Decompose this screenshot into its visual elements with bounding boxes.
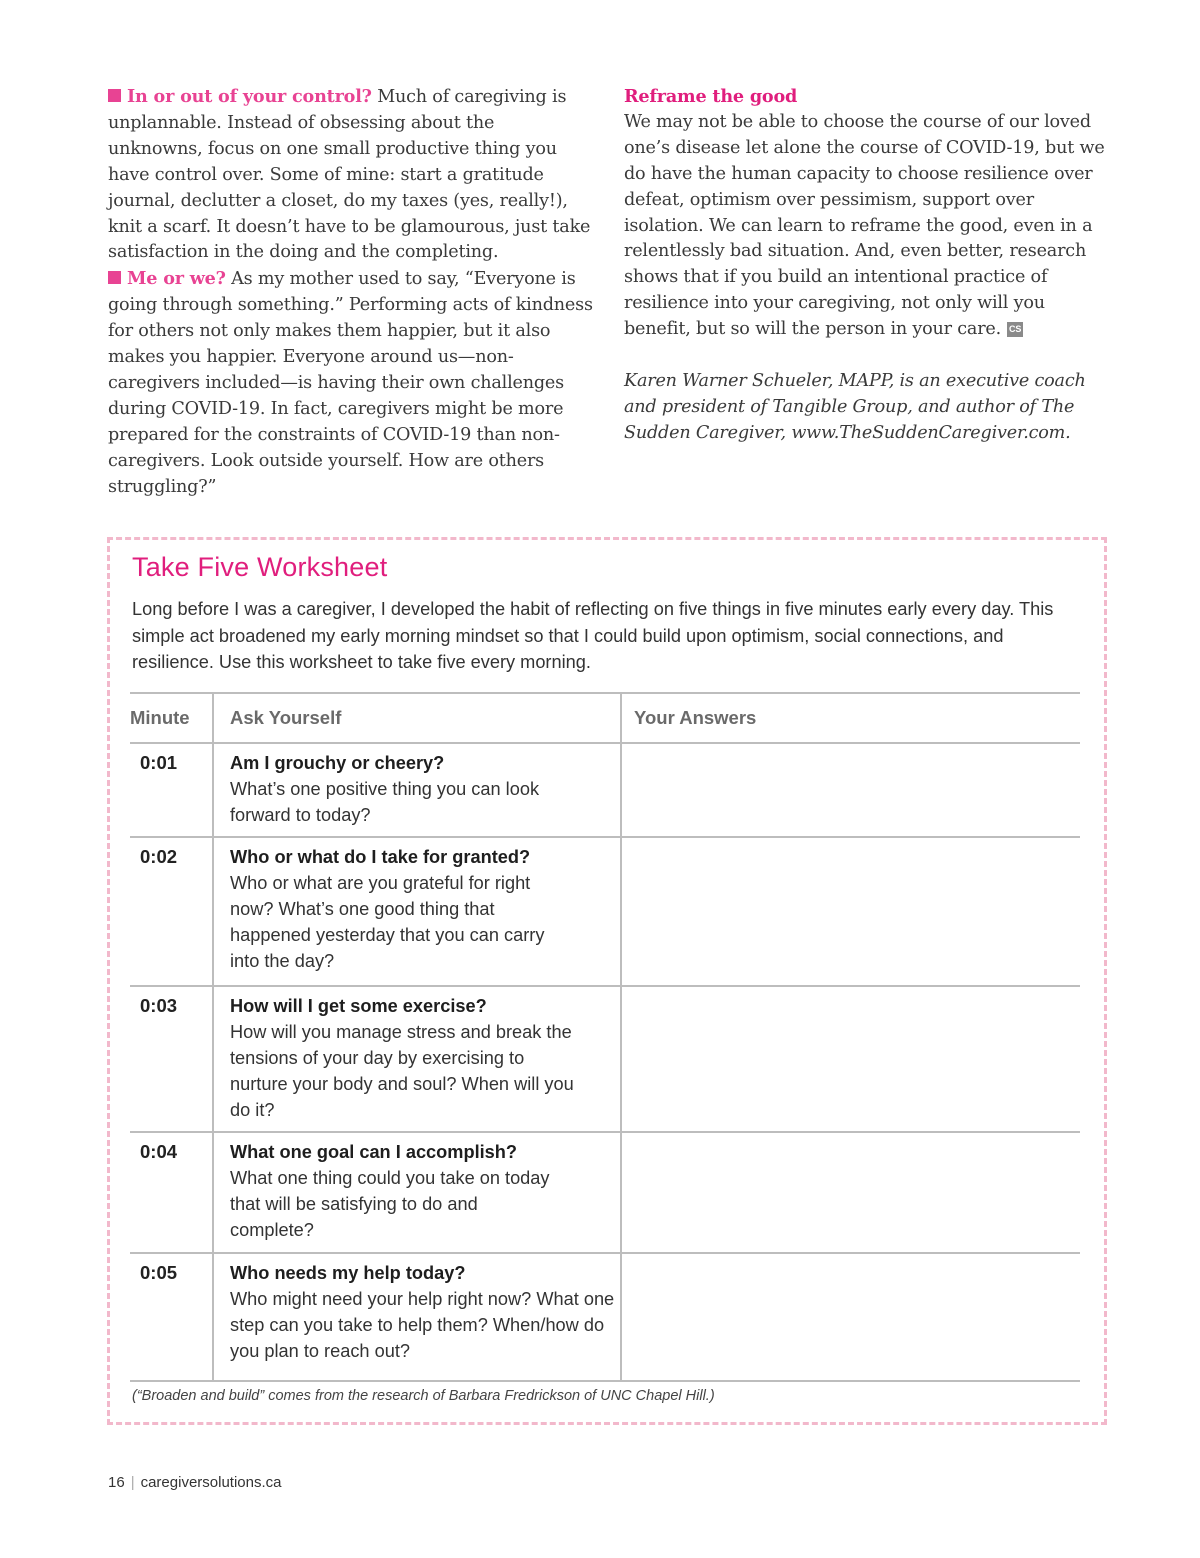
minute-cell: 0:04	[140, 1141, 178, 1162]
table-row	[130, 1132, 1080, 1253]
author-bio: Karen Warner Schueler, MAPP, is an executive coach and president of Tangible Group, and author of The Sudden Caregiver, www.TheSuddenCaregiver.com.	[624, 371, 1086, 443]
paragraph-reframe	[624, 110, 1114, 343]
table-row	[130, 986, 1080, 1132]
column-header-minute: Minute	[130, 707, 190, 728]
question-heading: Who needs my help today?	[230, 1263, 466, 1283]
worksheet-table	[130, 692, 1080, 1382]
minute-cell: 0:02	[140, 846, 178, 867]
paragraph-text: As my mother used to say, “Everyone is going through something.” Performing acts of kindness for others not only makes them happier, but it also makes you happier. Everyone around us—non-caregivers included—is having their own challenges during COVID-19. In fact, caregivers might be more prepared for the constraints of COVID-19 than non-caregivers. Look outside yourself. How are others struggling?”	[108, 269, 593, 497]
minute-cell: 0:03	[140, 995, 178, 1016]
table-row	[130, 837, 1080, 986]
question-heading: Who or what do I take for granted?	[230, 847, 531, 867]
right-column	[624, 84, 1114, 447]
footer-site-link[interactable]: caregiversolutions.ca	[140, 1474, 282, 1491]
minute-cell: 0:05	[140, 1262, 178, 1283]
question-prompt: Who might need your help right now? What one step can you take to help them? When/how do you plan to reach out?	[230, 1289, 615, 1361]
table-row	[130, 1253, 1080, 1381]
paragraph-text: Much of caregiving is unplannable. Instead of obsessing about the unknowns, focus on one small productive thing you have control over. Some of mine: start a gratitude journal, declutter a closet, do my taxes (yes, really!), knit a scarf. It doesn’t have to be glamourous, just take satisfaction in the doing and the completing.	[108, 87, 591, 263]
question-prompt: Who or what are you grateful for right now? What’s one good thing that happened yesterday that you can carry into the day?	[230, 873, 545, 971]
page-footer	[108, 1474, 282, 1491]
worksheet-footnote: (“Broaden and build” comes from the research of Barbara Fredrickson of UNC Chapel Hill.)	[132, 1388, 715, 1404]
paragraph-heading: In or out of your control?	[127, 86, 372, 107]
answer-cell[interactable]	[621, 743, 1080, 837]
question-prompt: How will you manage stress and break the tensions of your day by exercising to nurture your body and soul? When will you do it?	[230, 1022, 574, 1120]
left-column	[108, 84, 594, 501]
column-header-ask: Ask Yourself	[213, 693, 621, 743]
question-heading: How will I get some exercise?	[230, 996, 487, 1016]
answer-cell[interactable]	[621, 1132, 1080, 1253]
answer-cell[interactable]	[621, 1253, 1080, 1381]
pink-square-bullet-icon	[108, 271, 121, 284]
minute-cell: 0:01	[140, 752, 178, 773]
question-cell	[213, 1132, 621, 1253]
question-heading: What one goal can I accomplish?	[230, 1142, 518, 1162]
footer-separator: |	[130, 1474, 135, 1491]
question-prompt: What’s one positive thing you can look forward to today?	[230, 779, 540, 825]
paragraph-control	[108, 84, 594, 266]
worksheet-intro: Long before I was a caregiver, I developed the habit of reflecting on five things in five minutes early every day. This simple act broadened my early morning mindset so that I could build upon optimism, social connections, and resilience. Use this worksheet to take five every morning.	[132, 599, 1054, 672]
question-heading: Am I grouchy or cheery?	[230, 753, 445, 773]
answer-cell[interactable]	[621, 837, 1080, 986]
answer-cell[interactable]	[621, 986, 1080, 1132]
end-mark-badge: CS	[1007, 322, 1023, 337]
question-cell	[213, 1253, 621, 1381]
question-cell	[213, 986, 621, 1132]
pink-square-bullet-icon	[108, 89, 121, 102]
column-header-answers: Your Answers	[621, 693, 1080, 743]
paragraph-text: We may not be able to choose the course of our loved one’s disease let alone the course of COVID-19, but we do have the human capacity to choose resilience over defeat, optimism over pessimism, support over isolation. We can learn to reframe the good, even in a relentlessly bad situation. And, even better, research shows that if you build an intentional practice of resilience into your caregiving, not only will you benefit, but so will the person in your care.	[624, 111, 1105, 340]
question-cell	[213, 743, 621, 837]
worksheet-title: Take Five Worksheet	[132, 552, 388, 582]
section-heading: Reframe the good	[624, 86, 798, 107]
page-number: 16	[108, 1474, 125, 1491]
question-prompt: What one thing could you take on today that will be satisfying to do and complete?	[230, 1168, 550, 1240]
paragraph-me-or-we	[108, 266, 594, 500]
question-cell	[213, 837, 621, 986]
paragraph-heading: Me or we?	[127, 268, 226, 290]
table-row	[130, 743, 1080, 837]
table-header-row	[130, 693, 1080, 743]
